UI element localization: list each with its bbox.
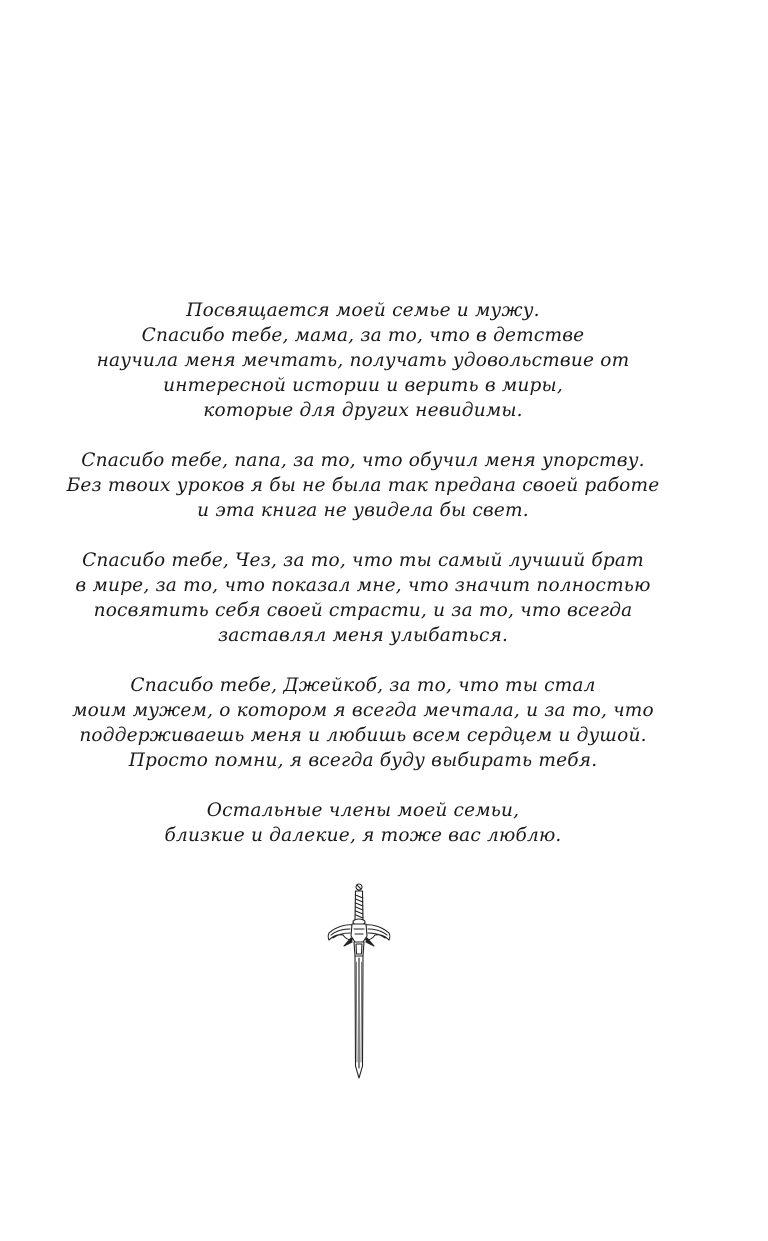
dedication-line: близкие и далекие, я тоже вас люблю. (164, 825, 562, 846)
dedication-line: моим мужем, о котором я всегда мечтала, и за то, что (72, 700, 654, 721)
dedication-line: посвятить себя своей страсти, и за то, что всегда (93, 600, 633, 621)
dedication-line: научила меня мечтать, получать удовольствие от (96, 350, 630, 371)
dedication-line: которые для других невидимы. (203, 400, 523, 421)
dedication-line: интересной истории и верить в миры, (163, 375, 563, 396)
dedication-line: Спасибо тебе, Чез, за то, что ты самый лучший брат (82, 550, 644, 571)
dedication-paragraph-husband (0, 673, 726, 773)
dedication-line: Посвящается моей семье и мужу. (186, 300, 540, 321)
dedication-line: Спасибо тебе, Джейкоб, за то, что ты стал (130, 675, 596, 696)
dedication-text (0, 298, 726, 873)
dedication-line: Спасибо тебе, папа, за то, что обучил меня упорству. (81, 450, 645, 471)
dedication-line: заставлял меня улыбаться. (217, 625, 509, 646)
dedication-line: Без твоих уроков я бы не была так предана своей работе (66, 475, 660, 496)
dedication-line: и эта книга не увидела бы свет. (197, 500, 529, 521)
sword-icon (323, 882, 395, 1082)
dedication-line: Остальные члены моей семьи, (206, 800, 520, 821)
dedication-line: Спасибо тебе, мама, за то, что в детстве (141, 325, 585, 346)
dedication-line: в мире, за то, что показал мне, что значит полностью (75, 575, 651, 596)
dedication-paragraph-father (0, 448, 726, 523)
dedication-paragraph-brother (0, 548, 726, 648)
dedication-line: поддерживаешь меня и любишь всем сердцем и душой. (79, 725, 647, 746)
dedication-line: Просто помни, я всегда буду выбирать тебя. (128, 750, 598, 771)
dedication-paragraph-family (0, 298, 726, 423)
dedication-paragraph-relatives (0, 798, 726, 848)
